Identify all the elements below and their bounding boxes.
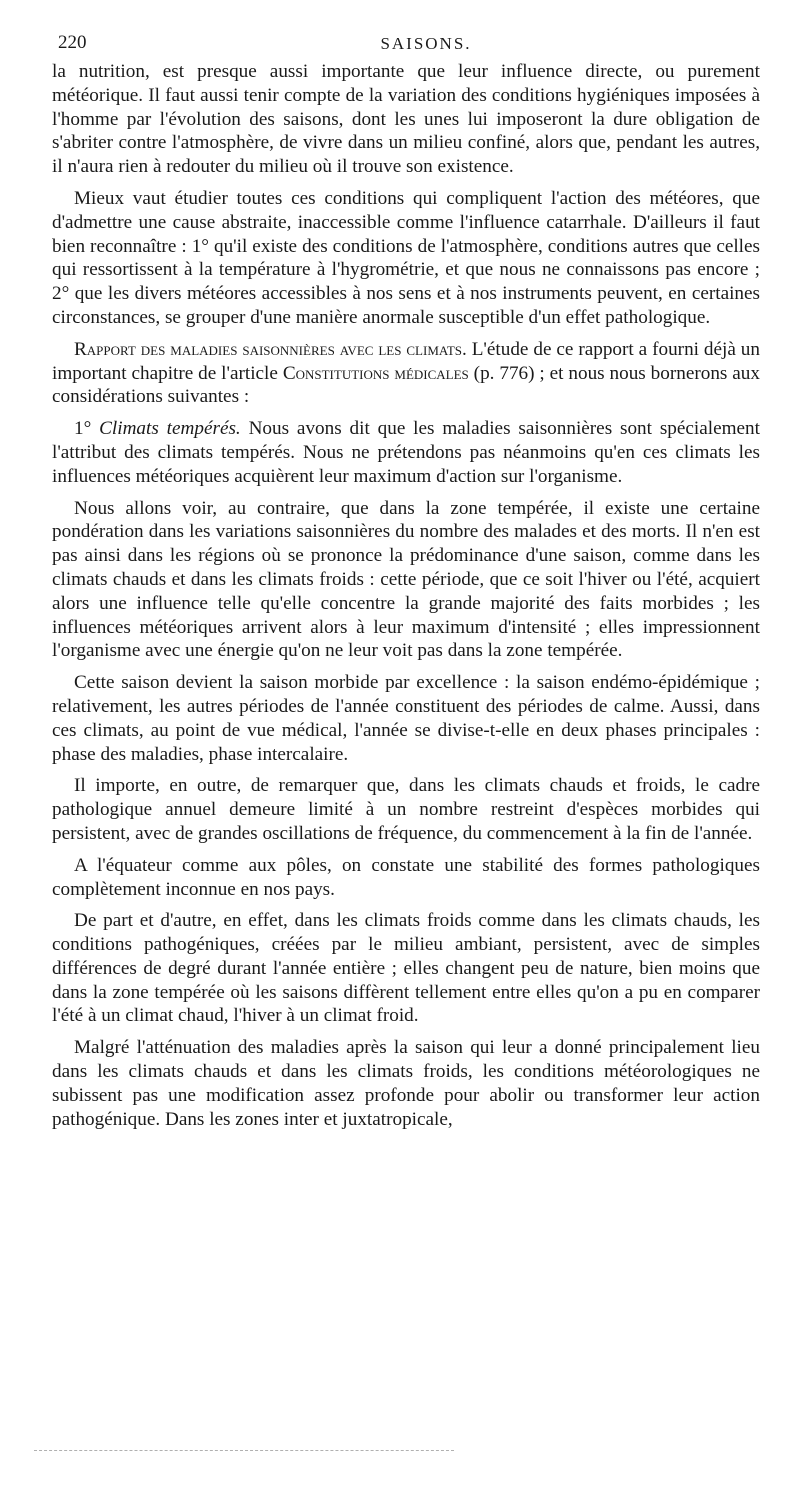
paragraph-temperate-climates xyxy=(52,417,760,488)
paragraph: la nutrition, est presque aussi importante que leur influence directe, ou purement météorique. Il faut aussi tenir compte de la variation des conditions hygiéniques imposées à l'homme par l'évolution des saisons, dont les unes lui imposeront la dure obligation de s'abriter contre l'atmosphère, de vivre dans un milieu confiné, alors que, pendant les autres, il n'aura rien à redouter du milieu où il trouve son existence. xyxy=(52,61,760,178)
footer-rule xyxy=(34,1450,454,1451)
paragraph: De part et d'autre, en effet, dans les climats froids comme dans les climats chauds, les conditions pathogéniques, créées par le milieu ambiant, persistent, avec de simples différences de degré durant l'année entière ; elles changent peu de nature, bien moins que dans la zone tempérée où les saisons diffèrent tellement entre elles qu'on a pu en comparer l'été à un climat chaud, l'hiver à un climat froid. xyxy=(52,910,760,1027)
paragraph-text: L'étude de ce rapport a fourni déjà un important chapitre de l'article xyxy=(52,338,760,384)
section-heading: Rapport des maladies saisonnières avec les climats. xyxy=(74,338,467,360)
paragraph-text: Nous avons dit que les maladies saisonnières sont spécialement l'attribut des climats tempérés. Nous ne prétendons pas néanmoins qu'en ces climats les influences météoriques acquièrent leur maximum d'action sur l'organisme. xyxy=(52,418,760,487)
section-number: 1° xyxy=(74,418,100,440)
paragraph-climates-relation xyxy=(52,338,760,409)
running-head xyxy=(52,28,760,60)
paragraph: Cette saison devient la saison morbide par excellence : la saison endémo-épidémique ; relativement, les autres périodes de l'année constituent des périodes de calme. Aussi, dans ces climats, au point de vue médical, l'année se divise-t-elle en deux phases principales : phase des maladies, phase intercalaire. xyxy=(52,672,760,765)
paragraph: A l'équateur comme aux pôles, on constate une stabilité des formes pathologiques complètement inconnue en nos pays. xyxy=(52,854,760,900)
paragraph: Mieux vaut étudier toutes ces conditions qui compliquent l'action des météores, que d'admettre une cause abstraite, inaccessible comme l'influence catarrhale. D'ailleurs il faut bien reconnaître : 1° qu'il existe des conditions de l'atmosphère, conditions autres que celles qui ressortissent à la température à l'hygrométrie, et que nous ne connaissons pas encore ; 2° que les divers météores accessibles à nos sens et à nos instruments peuvent, en certaines circonstances, se grouper d'une manière anormale susceptible d'un effet pathologique. xyxy=(52,187,760,328)
paragraph: Malgré l'atténuation des maladies après la saison qui leur a donné principalement lieu dans les climats chauds et dans les climats froids, les conditions météorologiques ne subissent pas une modification assez profonde pour abolir ou transformer leur action pathogénique. Dans les zones inter et juxtatropicale, xyxy=(52,1037,760,1130)
page-number: 220 xyxy=(58,32,87,53)
subsection-heading: Climats tempérés. xyxy=(99,418,241,440)
paragraph-text: (p. 776) ; et nous nous bornerons aux considérations suivantes : xyxy=(52,362,760,408)
cross-reference: Constitutions médicales xyxy=(282,362,469,384)
body-text xyxy=(52,60,760,1131)
paragraph: Il importe, en outre, de remarquer que, dans les climats chauds et froids, le cadre pathologique annuel demeure limité à un nombre restreint d'espèces morbides qui persistent, avec de grandes oscillations de fréquence, du commencement à la fin de l'année. xyxy=(52,775,760,844)
running-title: SAISONS. xyxy=(380,34,472,53)
paragraph: Nous allons voir, au contraire, que dans la zone tempérée, il existe une certaine pondération dans les variations saisonnières du nombre des malades et des morts. Il n'en est pas ainsi dans les régions où se prononce la prédominance d'une saison, comme dans les climats chauds et dans les climats froids : cette période, que ce soit l'hiver ou l'été, acquiert alors une influence telle qu'elle concentre la grande majorité des faits morbides ; les influences météoriques arrivent alors à leur maximum d'intensité ; elles impressionnent l'organisme avec une énergie qu'on ne leur voit pas dans la zone tempérée. xyxy=(52,497,760,662)
